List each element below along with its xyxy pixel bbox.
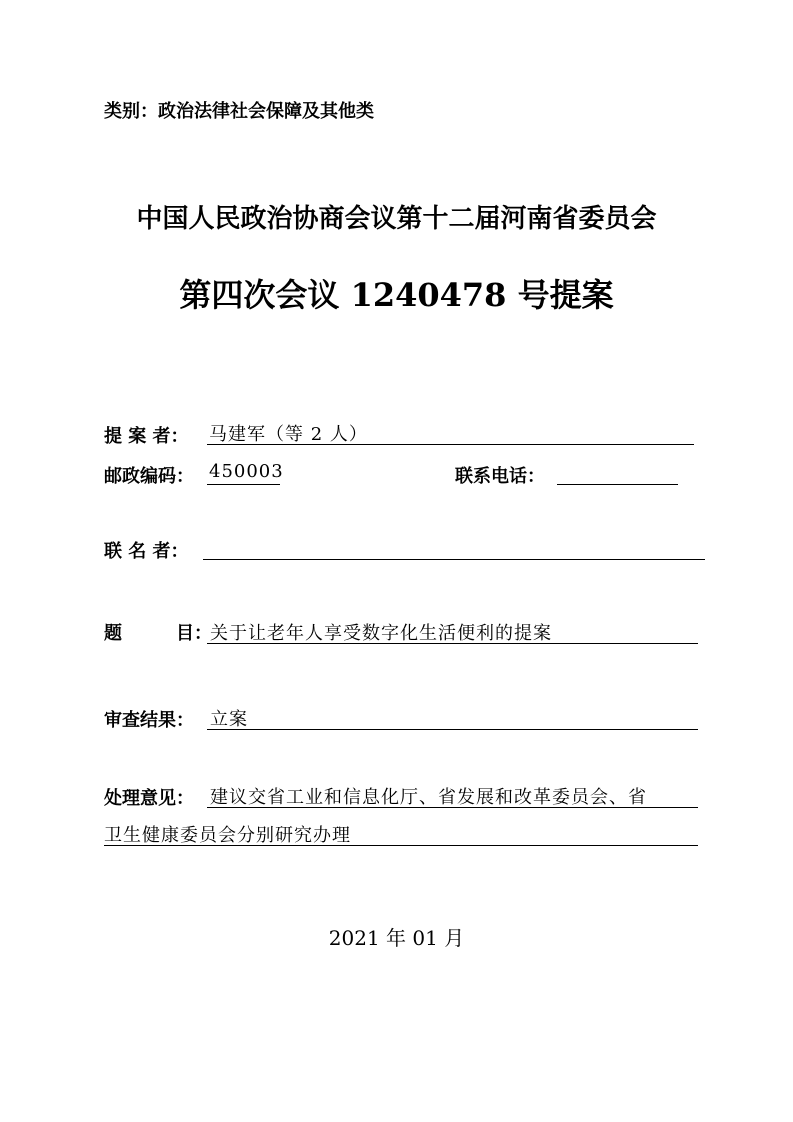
subject-value: 关于让老年人享受数字化生活便利的提案 [210, 623, 552, 644]
category-label: 类别：政治法律社会保障及其他类 [104, 101, 374, 122]
postcode-underline [207, 484, 280, 485]
phone-label: 联系电话： [455, 466, 545, 487]
document-date: 2021 年 01 月 [328, 926, 465, 950]
review-result-label: 审查结果： [104, 710, 194, 731]
subject-label: 题 目： [104, 623, 212, 644]
postcode-label: 邮政编码： [104, 466, 194, 487]
document-title-line1: 中国人民政治协商会议第十二届河南省委员会 [136, 204, 657, 234]
phone-underline [557, 484, 678, 485]
co-signers-label: 联 名 者： [104, 541, 189, 562]
review-result-underline [207, 729, 698, 730]
handling-opinion-label: 处理意见： [104, 788, 194, 809]
proposer-value: 马建军（等 2 人） [209, 424, 368, 445]
handling-opinion-underline-1 [207, 807, 698, 808]
subject-underline [207, 643, 698, 644]
review-result-value: 立案 [210, 709, 248, 730]
postcode-value: 450003 [209, 461, 284, 482]
handling-opinion-underline-2 [104, 845, 698, 846]
document-title-line2: 第四次会议 1240478 号提案 [179, 276, 614, 314]
proposer-label: 提 案 者： [104, 426, 189, 447]
co-signers-underline [203, 559, 705, 560]
handling-opinion-line1: 建议交省工业和信息化厅、省发展和改革委员会、省 [210, 787, 647, 808]
handling-opinion-line2: 卫生健康委员会分别研究办理 [104, 825, 351, 846]
proposer-underline [207, 444, 694, 445]
